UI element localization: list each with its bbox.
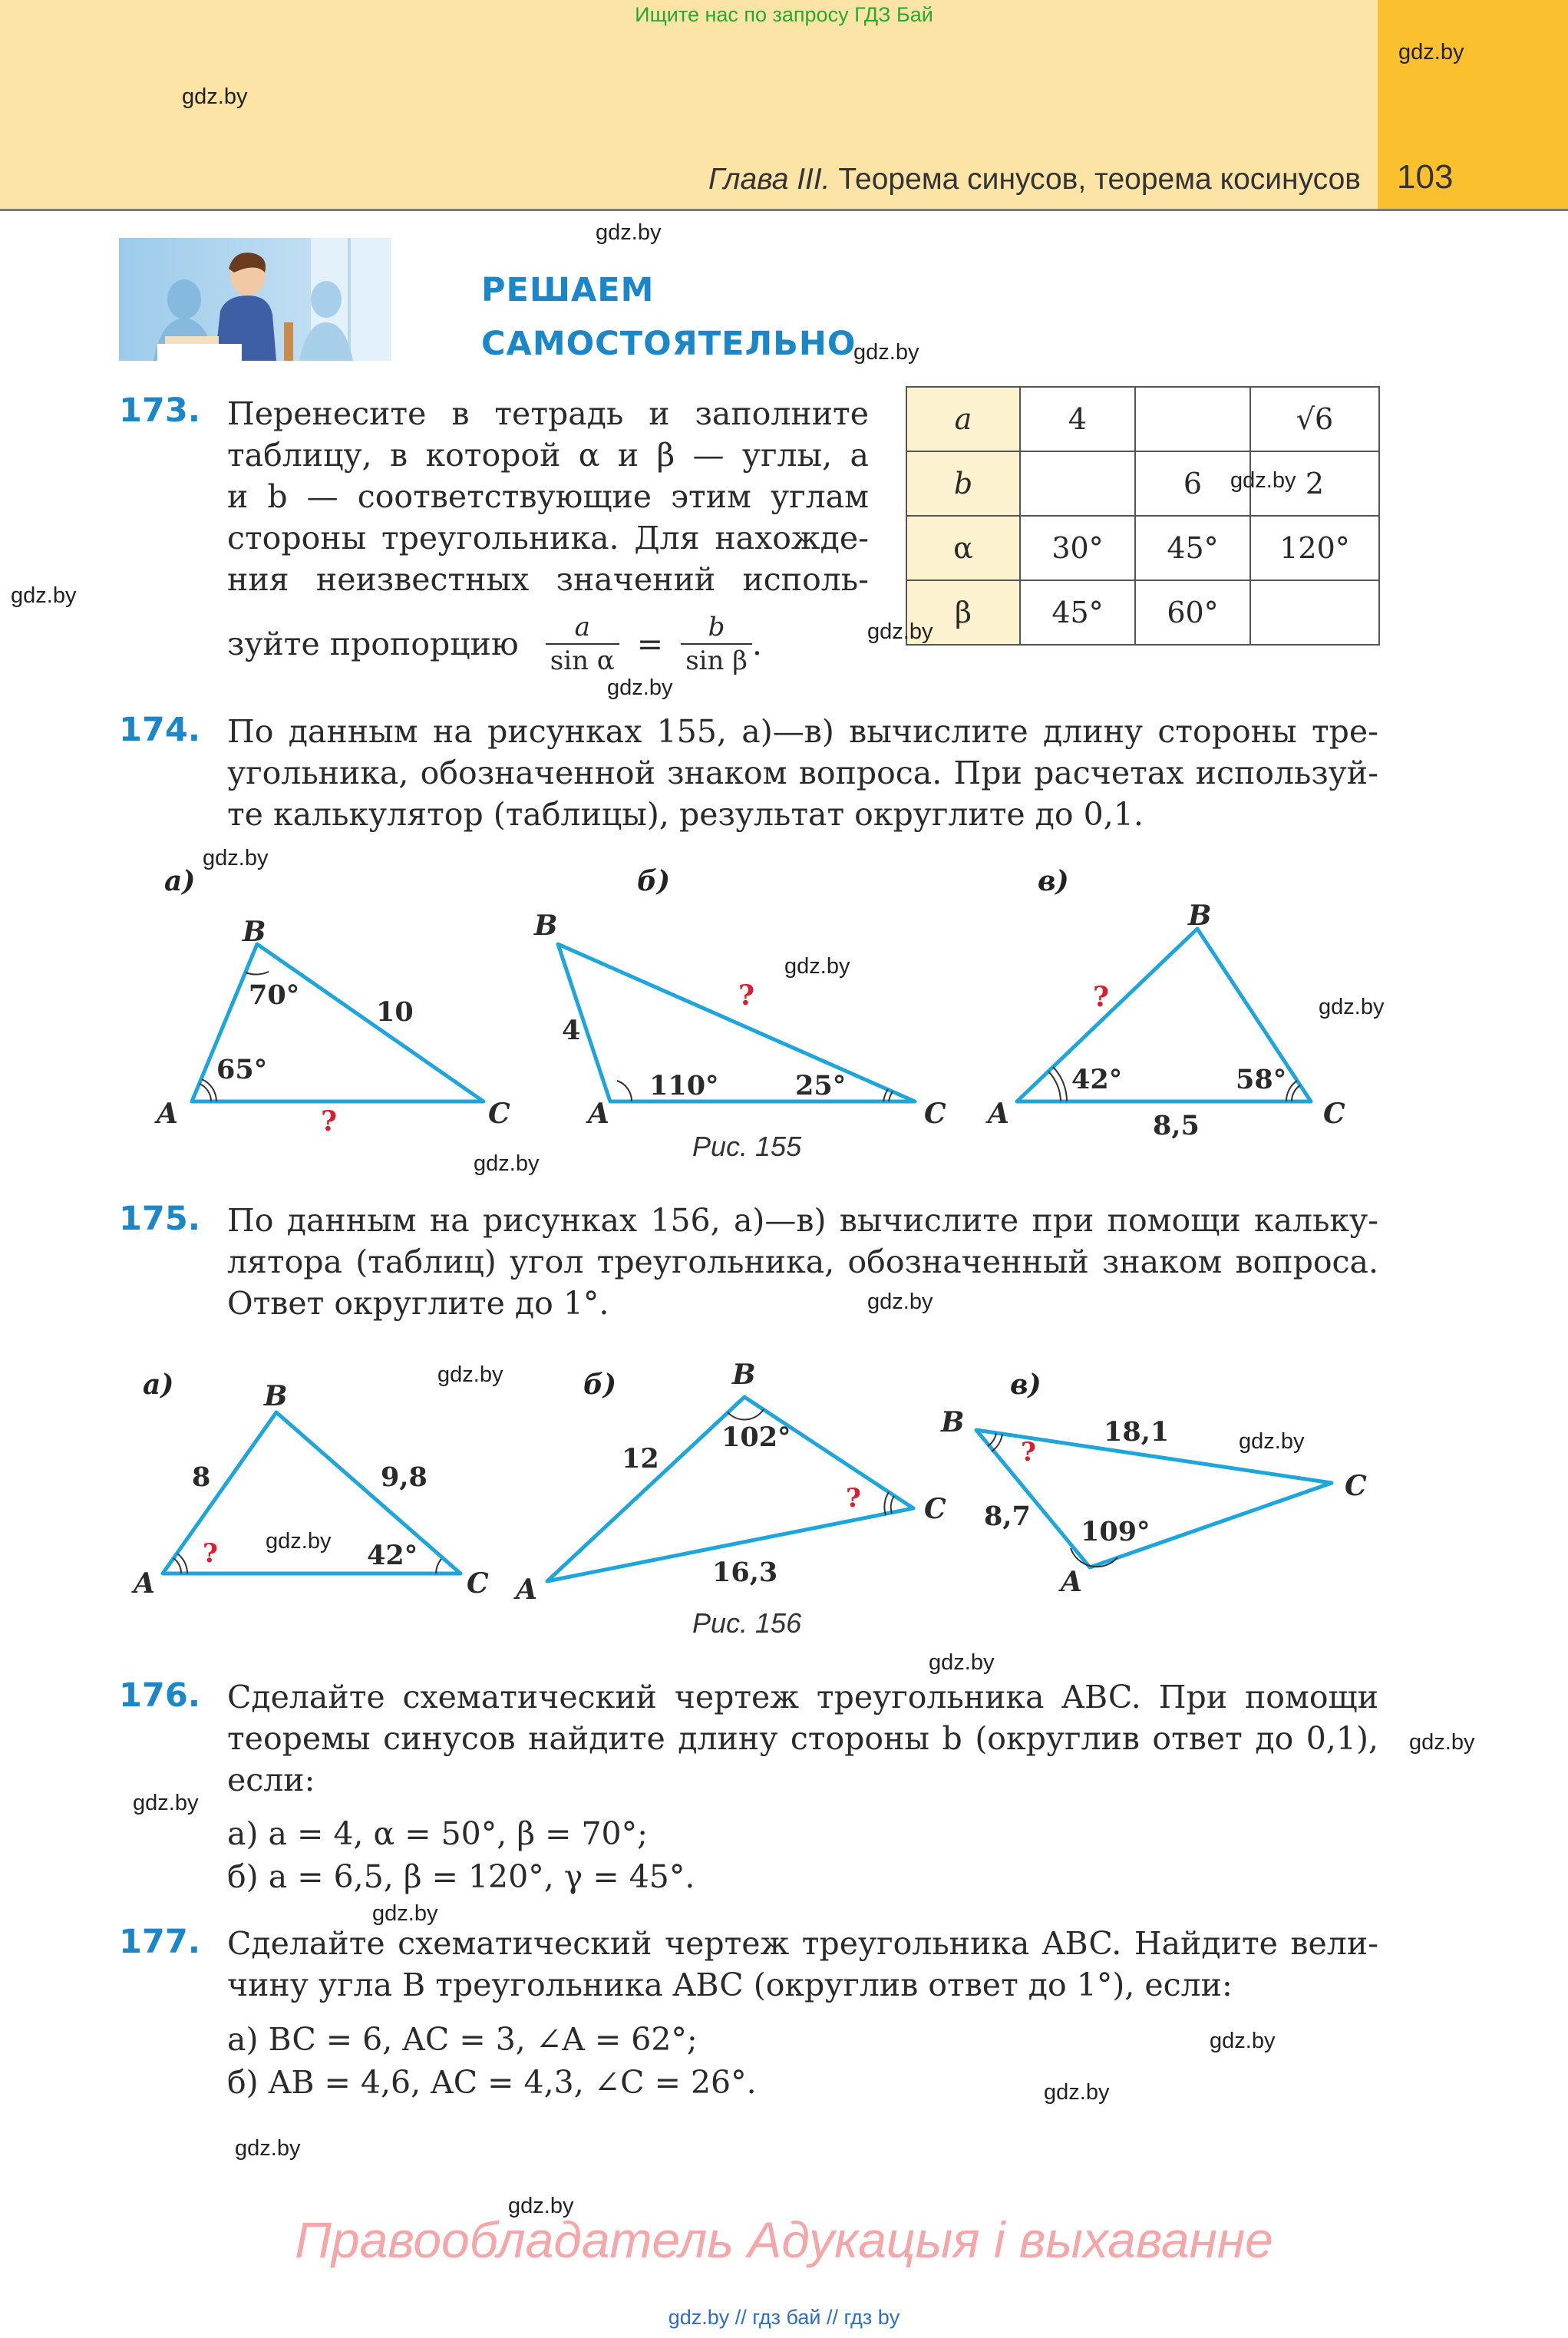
vertex-label: A bbox=[588, 1098, 609, 1130]
vertex-label: C bbox=[1323, 1098, 1345, 1130]
watermark: gdz.by bbox=[867, 1290, 933, 1314]
table-cell: 30° bbox=[1020, 516, 1135, 580]
vertex-label: C bbox=[488, 1098, 510, 1130]
figure-label: б) bbox=[637, 865, 671, 897]
problem-item: а) a = 4, α = 50°, β = 70°; bbox=[227, 1815, 648, 1852]
side-label: 9,8 bbox=[381, 1461, 427, 1493]
problem-item: а) BC = 6, AC = 3, ∠A = 62°; bbox=[227, 2021, 698, 2058]
text-line: ния неизвестных значений исполь- bbox=[227, 561, 869, 598]
angle-label: 65° bbox=[216, 1054, 268, 1085]
side-label: 16,3 bbox=[712, 1557, 778, 1588]
watermark: gdz.by bbox=[235, 2136, 301, 2161]
unknown-marker: ? bbox=[1093, 981, 1110, 1013]
student-illustration bbox=[119, 238, 391, 361]
section-title-line: РЕШАЕМ bbox=[481, 271, 655, 309]
watermark: gdz.by bbox=[1230, 468, 1296, 493]
text-line: По данным на рисунках 156, а)—в) вычислите при помощи кальку- bbox=[227, 1202, 1378, 1239]
watermark: gdz.by bbox=[607, 675, 673, 700]
vertex-label: B bbox=[534, 910, 558, 942]
vertex-label: C bbox=[924, 1493, 946, 1525]
table-cell: β bbox=[906, 580, 1020, 645]
table-cell: 45° bbox=[1020, 580, 1135, 645]
watermark: gdz.by bbox=[1398, 40, 1464, 64]
unknown-marker: ? bbox=[846, 1483, 861, 1514]
figure-caption: Рис. 155 bbox=[692, 1131, 802, 1162]
chapter-title bbox=[708, 163, 1361, 196]
table-cell bbox=[1250, 580, 1379, 645]
chapter-label: Глава III. bbox=[708, 163, 830, 196]
problem-number: 174. bbox=[119, 711, 201, 749]
watermark: gdz.by bbox=[11, 583, 77, 608]
text-line: Ответ округлите до 1°. bbox=[227, 1285, 609, 1322]
side-label: 8 bbox=[192, 1461, 211, 1493]
vertex-label: B bbox=[1188, 900, 1212, 932]
problem-173-text bbox=[227, 393, 869, 600]
side-label: 10 bbox=[376, 996, 414, 1028]
unknown-marker: ? bbox=[203, 1538, 218, 1569]
table-cell: 4 bbox=[1020, 387, 1135, 451]
watermark: gdz.by bbox=[853, 340, 919, 365]
text-line: стороны треугольника. Для нахожде- bbox=[227, 520, 869, 556]
watermark: gdz.by bbox=[1044, 2080, 1110, 2105]
fraction-denominator: sin β bbox=[685, 646, 748, 676]
header-divider bbox=[0, 209, 1568, 211]
top-banner[interactable]: Ищите нас по запросу ГДЗ Бай bbox=[635, 3, 933, 26]
text-line: Сделайте схематический чертеж треугольника ABC. При помощи bbox=[227, 1679, 1378, 1716]
problem-number: 175. bbox=[119, 1200, 201, 1238]
figure-label: б) bbox=[583, 1369, 617, 1401]
unknown-marker: ? bbox=[738, 979, 755, 1012]
watermark: gdz.by bbox=[1239, 1429, 1305, 1454]
watermark: gdz.by bbox=[203, 846, 269, 870]
angle-label: 102° bbox=[721, 1422, 791, 1453]
figure-label: а) bbox=[164, 865, 196, 897]
side-label: 4 bbox=[562, 1015, 581, 1046]
equals-sign: = bbox=[636, 626, 664, 662]
problem-number: 176. bbox=[119, 1676, 201, 1715]
unknown-marker: ? bbox=[1021, 1437, 1036, 1468]
problem-177-text bbox=[227, 1923, 1378, 1964]
table-row bbox=[906, 516, 1379, 580]
vertex-label: A bbox=[516, 1574, 537, 1606]
table-cell: 120° bbox=[1250, 516, 1379, 580]
values-table bbox=[906, 386, 1380, 646]
table-cell: 6 bbox=[1135, 451, 1250, 516]
text-line: и b — соответствующие этим углам bbox=[227, 478, 869, 515]
vertex-label: C bbox=[467, 1567, 489, 1600]
text-line: угольника, обозначенной знаком вопроса. При расчетах используй- bbox=[227, 755, 1378, 791]
problem-176-text bbox=[227, 1676, 1378, 1759]
unknown-marker: ? bbox=[321, 1105, 338, 1138]
section-title bbox=[481, 263, 856, 371]
table-cell: b bbox=[906, 451, 1020, 516]
table-cell: α bbox=[906, 516, 1020, 580]
vertex-label: C bbox=[924, 1098, 946, 1130]
watermark: gdz.by bbox=[266, 1529, 332, 1554]
text-line: зуйте пропорцию bbox=[227, 626, 519, 662]
problem-174-text bbox=[227, 711, 1378, 794]
page-number: 103 bbox=[1397, 158, 1454, 196]
table-cell bbox=[1020, 451, 1135, 516]
watermark: gdz.by bbox=[133, 1791, 199, 1815]
vertex-label: A bbox=[134, 1567, 155, 1600]
angle-label: 25° bbox=[795, 1070, 847, 1101]
watermark: gdz.by bbox=[474, 1151, 540, 1176]
side-label: 8,7 bbox=[984, 1501, 1031, 1532]
section-title-line: САМОСТОЯТЕЛЬНО bbox=[481, 325, 857, 363]
figure-label: в) bbox=[1038, 865, 1069, 897]
text-line: лятора (таблиц) угол треугольника, обозначенный знаком вопроса. bbox=[227, 1243, 1378, 1280]
table-cell: 60° bbox=[1135, 580, 1250, 645]
text-line: чину угла B треугольника ABC (округлив ответ до 1°), если: bbox=[227, 1966, 1233, 2003]
angle-label: 110° bbox=[649, 1070, 719, 1101]
text-line: если: bbox=[227, 1762, 315, 1798]
fraction bbox=[681, 611, 752, 677]
watermark: gdz.by bbox=[867, 619, 933, 644]
side-label: 12 bbox=[622, 1443, 659, 1474]
problem-number: 173. bbox=[119, 391, 201, 430]
vertex-label: A bbox=[1061, 1566, 1082, 1598]
vertex-label: A bbox=[157, 1098, 178, 1130]
table-cell: a bbox=[906, 387, 1020, 451]
figure-156 bbox=[0, 1351, 1568, 1612]
fraction-numerator: a bbox=[546, 611, 619, 645]
text-line: таблицу, в которой α и β — углы, a bbox=[227, 437, 869, 474]
proportion-line: зуйте пропорцию $\frac{a}{\text{sin α}}$ = $\frac{b}{\text{sin β}}$ . bbox=[227, 612, 762, 676]
watermark: gdz.by bbox=[372, 1901, 438, 1926]
footer-links[interactable]: gdz.by // гдз бай // гдз by bbox=[668, 2306, 900, 2329]
angle-label: 109° bbox=[1081, 1516, 1150, 1547]
figure-label: а) bbox=[143, 1369, 174, 1401]
watermark: gdz.by bbox=[784, 954, 850, 979]
text-line: теоремы синусов найдите длину стороны b (округлив ответ до 0,1), bbox=[227, 1720, 1378, 1757]
problem-item: б) AB = 4,6, AC = 4,3, ∠C = 26°. bbox=[227, 2064, 757, 2101]
watermark: gdz.by bbox=[1210, 2029, 1276, 2053]
figure-label: в) bbox=[1010, 1369, 1041, 1401]
problem-number: 177. bbox=[119, 1923, 201, 1961]
table-cell: 45° bbox=[1135, 516, 1250, 580]
text-line: те калькулятор (таблицы), результат округлите до 0,1. bbox=[227, 796, 1144, 833]
text-line: Перенесите в тетрадь и заполните bbox=[227, 395, 869, 432]
vertex-label: A bbox=[988, 1098, 1009, 1130]
angle-label: 70° bbox=[249, 979, 300, 1011]
watermark: gdz.by bbox=[929, 1650, 995, 1675]
table-row bbox=[906, 451, 1379, 516]
vertex-label: C bbox=[1345, 1470, 1367, 1502]
watermark: gdz.by bbox=[437, 1362, 503, 1387]
vertex-label: B bbox=[732, 1359, 756, 1391]
table-cell: √6 bbox=[1250, 387, 1379, 451]
side-label: 8,5 bbox=[1153, 1110, 1200, 1141]
triangle-155b bbox=[558, 944, 915, 1101]
chapter-name: Теорема синусов, теорема косинусов bbox=[838, 163, 1361, 196]
watermark: gdz.by bbox=[1319, 995, 1385, 1019]
text-line: По данным на рисунках 155, а)—в) вычислите длину стороны тре- bbox=[227, 713, 1378, 750]
angle-label: 58° bbox=[1236, 1064, 1287, 1095]
vertex-label: B bbox=[264, 1380, 288, 1412]
copyright-notice: Правообладатель Адукацыя і выхаванне bbox=[295, 2211, 1273, 2268]
fraction bbox=[546, 611, 619, 677]
watermark: gdz.by bbox=[182, 84, 248, 109]
side-label: 18,1 bbox=[1104, 1416, 1170, 1448]
watermark: gdz.by bbox=[1409, 1730, 1475, 1755]
vertex-label: B bbox=[941, 1406, 965, 1438]
table-row bbox=[906, 387, 1379, 451]
watermark: gdz.by bbox=[596, 220, 662, 245]
table-cell bbox=[1135, 387, 1250, 451]
angle-label: 42° bbox=[367, 1540, 418, 1571]
problem-175-text bbox=[227, 1200, 1378, 1283]
table-row bbox=[906, 580, 1379, 645]
watermark: gdz.by bbox=[508, 2194, 574, 2218]
fraction-numerator: b bbox=[681, 611, 752, 645]
fraction-denominator: sin α bbox=[550, 646, 615, 676]
vertex-label: B bbox=[243, 916, 266, 948]
problem-item: б) a = 6,5, β = 120°, γ = 45°. bbox=[227, 1858, 695, 1895]
text-line: Сделайте схематический чертеж треугольника ABC. Найдите вели- bbox=[227, 1925, 1378, 1962]
figure-caption: Рис. 156 bbox=[692, 1607, 802, 1639]
table-cell: 2 bbox=[1250, 451, 1379, 516]
angle-label: 42° bbox=[1071, 1064, 1123, 1095]
